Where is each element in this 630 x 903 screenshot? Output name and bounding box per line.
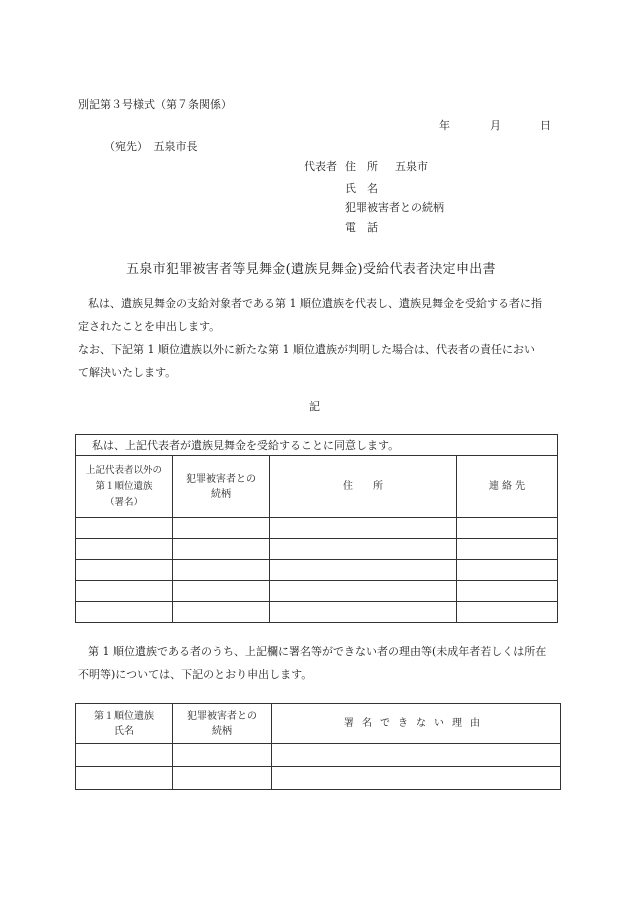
- header-other-survivors: 上記代表者以外の 第１順位遺族 （署名）: [76, 456, 173, 518]
- relation-cell[interactable]: [173, 767, 272, 790]
- header-reason: 署名できない理由: [272, 704, 561, 744]
- relation-cell[interactable]: [173, 581, 270, 602]
- addressee: （宛先） 五泉市長: [104, 140, 198, 153]
- header-address: 住 所: [270, 456, 457, 518]
- survivor-name-cell[interactable]: [76, 744, 173, 767]
- contact-cell[interactable]: [457, 518, 558, 539]
- representative-label: 代表者: [304, 160, 337, 173]
- name-label: 氏 名: [345, 182, 378, 195]
- date-year-label: 年: [439, 119, 450, 132]
- contact-cell[interactable]: [457, 581, 558, 602]
- header-relation: 犯罪被害者との 続柄: [173, 456, 270, 518]
- table-row: [76, 581, 558, 602]
- address-cell[interactable]: [270, 581, 457, 602]
- table-row: [76, 767, 561, 790]
- reason-cell[interactable]: [272, 767, 561, 790]
- ki-heading: 記: [309, 400, 320, 413]
- header-relation: 犯罪被害者との 続柄: [173, 704, 272, 744]
- relation-cell[interactable]: [173, 560, 270, 581]
- relation-label: 犯罪被害者との続柄: [345, 201, 444, 214]
- consent-table: [75, 434, 558, 623]
- relation-cell[interactable]: [173, 744, 272, 767]
- header-survivor-name: 第１順位遺族 氏名: [76, 704, 173, 744]
- contact-cell[interactable]: [457, 539, 558, 560]
- contact-cell[interactable]: [457, 560, 558, 581]
- table-row: [76, 539, 558, 560]
- consent-statement: 私は、上記代表者が遺族見舞金を受給することに同意します。: [76, 435, 558, 456]
- reason-line-2: 不明等)については、下記のとおり申出します。: [78, 668, 313, 681]
- declaration-line-2: 定されたことを申出します。: [78, 320, 221, 333]
- document-title: 五泉市犯罪被害者等見舞金(遺族見舞金)受給代表者決定申出書: [126, 262, 496, 277]
- signature-cell[interactable]: [76, 581, 173, 602]
- table-row: [76, 518, 558, 539]
- table-row: [76, 602, 558, 623]
- address-cell[interactable]: [270, 518, 457, 539]
- address-value: 五泉市: [395, 160, 428, 173]
- signature-cell[interactable]: [76, 560, 173, 581]
- reason-paragraph: [78, 640, 556, 686]
- declaration-line-4: て解決いたします。: [78, 366, 177, 379]
- header-contact: 連 絡 先: [457, 456, 558, 518]
- address-label: 住 所: [345, 160, 378, 173]
- date-day-label: 日: [540, 119, 551, 132]
- reason-cell[interactable]: [272, 744, 561, 767]
- declaration-line-1: 私は、遺族見舞金の支給対象者である第 1 順位遺族を代表し、遺族見舞金を受給する者に指: [88, 297, 542, 310]
- address-cell[interactable]: [270, 602, 457, 623]
- form-reference: 別記第３号様式（第７条関係）: [78, 98, 232, 111]
- relation-cell[interactable]: [173, 518, 270, 539]
- reason-table: [75, 703, 561, 790]
- reason-line-1: 第 1 順位遺族である者のうち、上記欄に署名等ができない者の理由等(未成年者若しくは所在: [88, 645, 547, 658]
- declaration-paragraph: [78, 292, 556, 384]
- survivor-name-cell[interactable]: [76, 767, 173, 790]
- contact-cell[interactable]: [457, 602, 558, 623]
- declaration-line-3: なお、下記第 1 順位遺族以外に新たな第 1 順位遺族が判明した場合は、代表者の責任におい: [78, 343, 535, 356]
- relation-cell[interactable]: [173, 602, 270, 623]
- signature-cell[interactable]: [76, 539, 173, 560]
- table-row: [76, 560, 558, 581]
- signature-cell[interactable]: [76, 518, 173, 539]
- phone-label: 電 話: [345, 221, 378, 234]
- date-month-label: 月: [490, 119, 501, 132]
- signature-cell[interactable]: [76, 602, 173, 623]
- relation-cell[interactable]: [173, 539, 270, 560]
- address-cell[interactable]: [270, 539, 457, 560]
- table-row: [76, 744, 561, 767]
- address-cell[interactable]: [270, 560, 457, 581]
